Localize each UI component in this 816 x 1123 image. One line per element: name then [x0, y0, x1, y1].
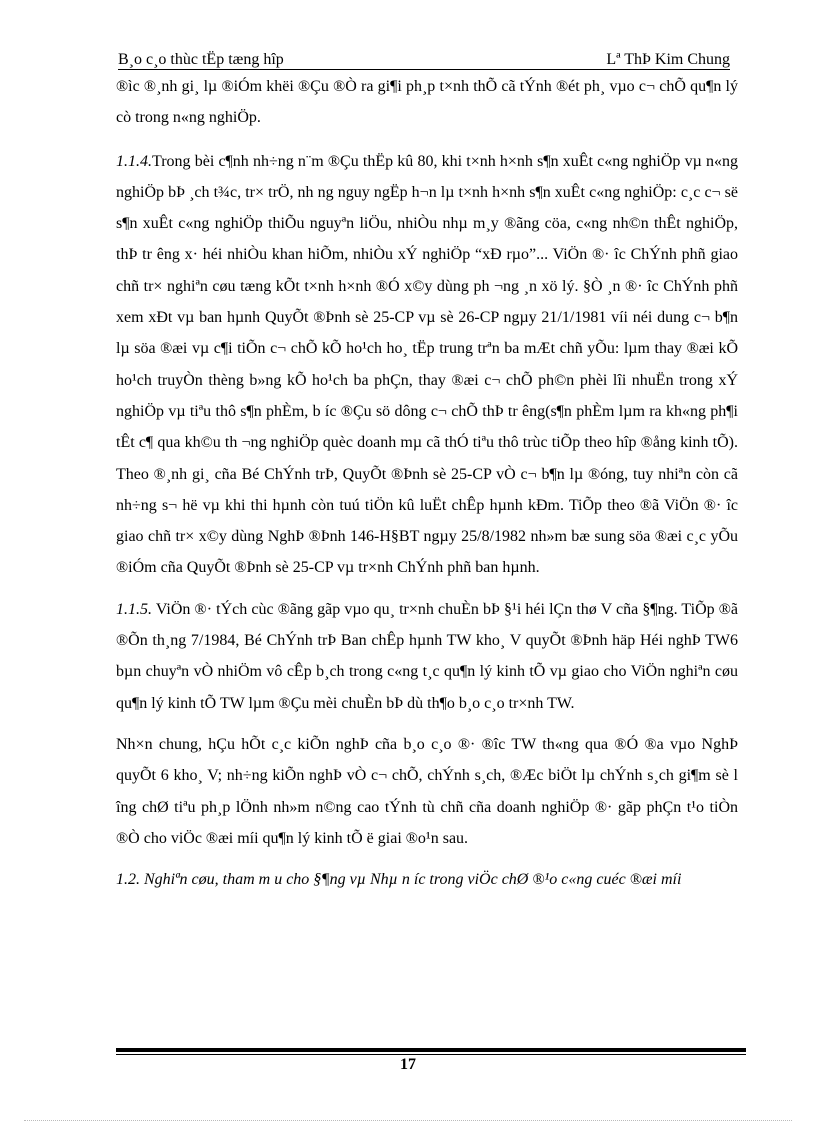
page-bottom-divider: [24, 1120, 792, 1121]
paragraph-number: 1.1.5.: [116, 600, 152, 618]
paragraph-number: 1.1.4.: [116, 152, 152, 170]
page-header: [118, 50, 730, 70]
paragraph-text: ViÖn ®· tÝch cùc ®ãng gãp vµo qu¸ tr×nh chuÈn bÞ §¹i héi lÇn thø V cña §¶ng. TiÕp ®ã ®Õn th¸ng 7/1984, Bé ChÝnh trÞ Ban chÊp hµnh TW kho¸ V quyÕt ®Þnh häp Héi nghÞ TW6 bµn chuyªn vÒ nhiÖm vô cÊp b¸ch trong c«ng t¸c qu¶n lý kinh tÕ vµ giao cho ViÖn nghiªn cøu qu¶n lý kinh tÕ TW lµm ®Çu mèi chuÈn bÞ dù th¶o b¸o c¸o tr×nh TW.: [116, 600, 738, 712]
body-text: [116, 71, 738, 905]
header-rule: [118, 69, 730, 70]
header-report-title: B¸o c¸o thùc tËp tæng hîp: [118, 51, 284, 68]
section-heading: 1.2. Nghiªn cøu, tham m u cho §¶ng vµ Nhµ n íc trong viÖc chØ ®¹o c«ng cuéc ®æi míi: [116, 871, 682, 889]
paragraph-1-1-5: [116, 594, 738, 719]
paragraph-text: ®ìc ®¸nh gi¸ lµ ®iÓm khëi ®Çu ®Ò ra gi¶i ph¸p t×nh thÕ cã tÝnh ®ét ph¸ vµo c¬ chÕ qu¶n lý cò trong n«ng nghiÖp.: [116, 78, 738, 127]
paragraph-1-1-4: [116, 146, 738, 584]
footer-rule-thick: [116, 1048, 746, 1052]
header-author-name: Lª ThÞ Kim Chung: [606, 51, 730, 68]
paragraph-text: Nh×n chung, hÇu hÕt c¸c kiÕn nghÞ cña b¸o c¸o ®· ®îc TW th«ng qua ®Ó ®a vµo NghÞ quyÕt 6 kho¸ V; nh÷ng kiÕn nghÞ vÒ c¬ chÕ, chÝnh s¸ch, ®Æc biÖt lµ chÝnh s¸ch gi¶m sè l îng chØ tiªu ph¸p lÖnh nh»m n©ng cao tÝnh tù chñ cña doanh nghiÖp ®· gãp phÇn t¹o tiÒn ®Ò cho viÖc ®æi míi qu¶n lý kinh tÕ ë giai ®o¹n sau.: [116, 735, 738, 847]
page-number: 17: [400, 1056, 416, 1073]
paragraph-continuation: [116, 71, 738, 134]
paragraph-text: Trong bèi c¶nh nh÷ng n¨m ®Çu thËp kû 80, khi t×nh h×nh s¶n xuÊt c«ng nghiÖp vµ n«ng nghiÖp bÞ ¸ch t¾c, tr× trÖ, nh ng nguy ngËp h¬n lµ t×nh h×nh s¶n xuÊt c«ng nghiÖp: c¸c c¬ së s¶n xuÊt c«ng nghiÖp thiÕu nguyªn liÖu, nhiÒu nhµ m¸y ®ãng cöa, c«ng nh©n thÊt nghiÖp, thÞ tr êng x· héi nhiÒu khan hiÕm, nhiÒu xÝ nghiÖp “xÐ rµo”... ViÖn ®· îc ChÝnh phñ giao chñ tr× nghiªn cøu tæng kÕt t×nh h×nh ®Ó x©y dùng ph ¬ng ¸n xö lý. §Ò ¸n ®· îc ChÝnh phñ xem xÐt vµ ban hµnh QuyÕt ®Þnh sè 25-CP vµ sè 26-CP ngµy 21/1/1981 víi néi dung c¬ b¶n lµ söa ®æi vµ c¶i tiÕn c¬ chÕ kÕ ho¹ch ho¸ tËp trung trªn ba mÆt chñ yÕu: lµm thay ®æi kÕ ho¹ch truyÒn thèng b»ng kÕ ho¹ch ba phÇn, thay ®æi c¬ chÕ ph©n phèi lîi nhuËn trong xÝ nghiÖp vµ tiªu thô s¶n phÈm, b íc ®Çu sö dông c¬ chÕ thÞ tr êng(s¶n phÈm lµm ra kh«ng ph¶i tÊt c¶ qua kh©u th ¬ng nghiÖp quèc doanh mµ cã thÓ tiªu thô trùc tiÕp theo hîp ®ång kinh tÕ). Theo ®¸nh gi¸ cña Bé ChÝnh trÞ, QuyÕt ®Þnh sè 25-CP vÒ c¬ b¶n lµ ®óng, tuy nhiªn còn cã nh÷ng s¬ hë vµ khi thi hµnh còn tuú tiÖn kû luËt chÊp hµnh kÐm. TiÕp theo ®ã ViÖn ®· îc giao chñ tr× x©y dùng NghÞ ®Þnh 146-H§BT ngµy 25/8/1982 nh»m bæ sung söa ®æi c¸c yÕu ®iÓm cña QuyÕt ®Þnh sè 25-CP vµ tr×nh ChÝnh phñ ban hµnh.: [116, 152, 738, 577]
paragraph-summary: [116, 729, 738, 854]
